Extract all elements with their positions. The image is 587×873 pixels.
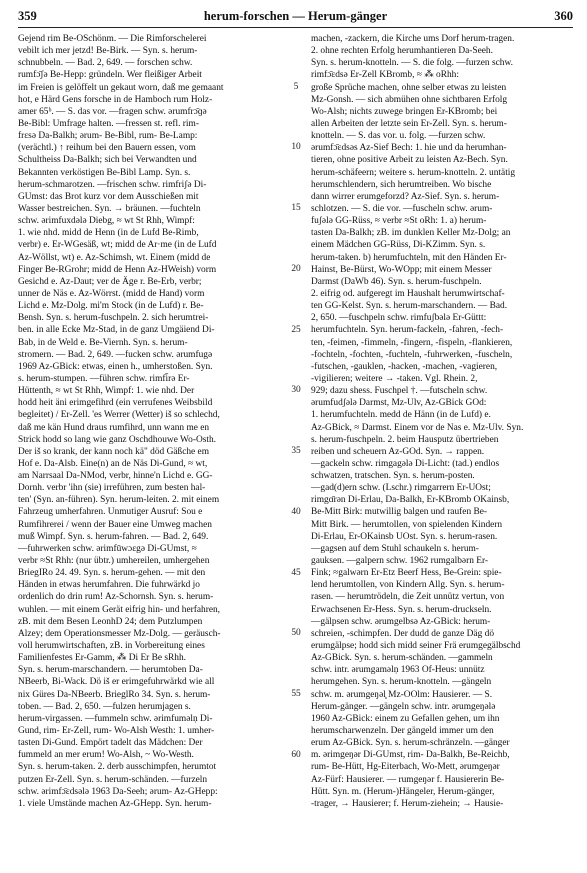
text-line: machen, -zackern, die Kirche ums Dorf herum-tragen. <box>311 34 515 44</box>
text-line: Schultheiss Da-Balkh; sich bei Verwandten und <box>18 155 197 166</box>
text-line: dann wirrer erumgeforzd? Az-Sief. Syn. s. herum- <box>311 191 500 202</box>
text-line: 2. eifrig od. aufgeregt im Haushalt herumwirtschaf- <box>311 288 505 299</box>
text-line: ordenlich do drin rum! Az-Schornsh. Syn. s. herum- <box>18 592 214 603</box>
text-line: stromern. — Bad. 2, 649. —fucken schw. ərumfugə <box>18 349 213 360</box>
text-line: m. ərimgeŋər Di-GUmst, rim- Da-Balkh, Be-Reichb, <box>311 750 510 761</box>
text-line: einem Mädchen GG-Rüss, Di-KZimm. Syn. s. <box>311 240 486 251</box>
text-line: Bab, in de Weld e. Be-Viernh. Syn. s. herum- <box>18 337 188 348</box>
text-line: tasten Di-Gund. Empört tadelt das Mädchen: Der <box>18 738 203 749</box>
line-number: 20 <box>291 263 301 274</box>
text-line: —gälpsen schw. ərumgelbsə Az-GBick: herum- <box>311 616 491 627</box>
text-line: Erwachsenen Er-Hess. Syn. s. herum-druckseln. <box>311 604 492 615</box>
text-line: erumgälpse; hodd sich midd seiner Frä erumgegälbschd <box>311 641 521 652</box>
text-line: -vigilieren; weitere → -taken. Vgl. Rhein. 2, <box>311 373 478 384</box>
text-line: 1. herumfuchteln. medd de Hänn (in de Lufd) e. <box>311 410 491 421</box>
text-line: erum Az-GBick. Syn. s. herum-schränzeln. —gänger <box>311 738 510 749</box>
text-line: Rumfihrerei / wenn der Bauer eine Umweg machen <box>18 519 212 530</box>
text-line: herum-schäfeern; weitere s. herum-knotteln. 2. untätig <box>311 167 516 178</box>
text-line: Strick hodd so lang wie ganz Oschdhouwe Wo-Osth. <box>18 434 216 445</box>
text-line: herumgehen. Syn. s. herum-knotteln. —gängeln <box>311 677 492 688</box>
text-line: allen Arbeiten der letzte sein Er-Zell. Syn. s. herum- <box>311 118 507 129</box>
text-line: Az-GBick, ≈ Darmst. Einem vor de Nas e. Mz-Ulv. Syn. <box>311 422 524 433</box>
text-line: 1960 Az-GBick: einem zu Gefallen gehen, um ihn <box>311 713 500 724</box>
text-line: Hüttenth, ≈ wt St Rhh, Wimpf: 1. wie nhd. Der <box>18 386 195 397</box>
text-line: tieren, ohne positive Arbeit zu leisten Az-Bech. Syn. <box>311 155 508 166</box>
text-line: am Narrsaal Da-NMod, verbr, hinne'n Lichd e. GG- <box>18 471 213 482</box>
text-line: ərumfudʃələ Darmst, Mz-Ulv, Az-GBick GOd: <box>311 398 487 409</box>
line-number: 50 <box>291 628 301 639</box>
text-line: ərumfɔ̄ɛdsəs Az-Sief Bech: 1. hie und da herumhan- <box>311 143 507 154</box>
line-number: 55 <box>291 689 301 700</box>
text-line: frεsə Da-Balkh; ərum- Be-Bibl, rum- Be-Lamp: <box>18 131 198 142</box>
text-line: rimfɔ̄ɛdsə Er-Zell KBromb, ≈ ⁂ oRhh: <box>311 70 459 81</box>
text-line: -fochteln, -fochten, -fuchteln, -fuhrwerken, -fuscheln, <box>311 349 513 360</box>
text-line: ten GG-Kelst. Syn. s. herum-marschandern. — Bad. <box>311 301 508 312</box>
text-line: hodd heit äni erimgefihrd (ein verrufenes Weibsbild <box>18 398 213 409</box>
text-line: Darmst (DaWb 46). Syn. s. herum-fuschpeln. <box>311 276 482 287</box>
text-line: ten' (Syn. an-führen). Syn. herum-leiten. 2. mit einem <box>18 495 220 506</box>
text-line: herum-taken. b) herumfuchteln, mit den Händen Er- <box>311 252 507 263</box>
text-line: Fink; ≈galwərn Er-Etz Beerf Hess, Be-Grein: spie- <box>311 568 502 579</box>
text-line: Hof e. Da-Alsb. Eine(n) an de Näs Di-Gund, ≈ wt, <box>18 458 208 469</box>
text-line: im Freien is gelöffelt un gekaut worn, daß me gemaant <box>18 82 224 93</box>
text-line: Az-Wöllst, wt) e. Az-Schimsh, wt. Einem (midd de <box>18 252 211 263</box>
text-line: ben. in alle Ecke Mz-Stad, in de ganz Umgäiend Di- <box>18 325 215 336</box>
right-column <box>311 33 573 810</box>
text-line: Gejend rim Be-OSchönm. — Die Rimforschelerei <box>18 34 207 44</box>
text-line: amer 65ᵇ. — S. das vor. —fragen schw. ərumfrɔ̄ɡə <box>18 106 207 117</box>
text-line: knotteln. — S. das vor. u. folg. —furzen schw. <box>311 131 486 142</box>
text-line: hot, e Härd Gens forsche in de Hamboch rum Holz- <box>18 94 213 105</box>
page-number-left: 359 <box>18 9 37 23</box>
text-line: schw. ərimfɔ̄ɛdsələ 1963 Da-Seeh; ərum- Az-GHepp: <box>18 786 218 797</box>
text-line: herumschlendern, sich herumtreiben. Wo bische <box>311 179 492 190</box>
text-line: verbr) e. Er-WGesäß, wt; midd de Ar·me (in de Lufd <box>18 240 217 251</box>
text-line: putzen Er-Zell. Syn. s. herum-schänden. —furzeln <box>18 774 208 785</box>
text-line: lend herumtollen, von Kindern Allg. Syn. s. herum- <box>311 580 505 591</box>
text-line: s. herum-fuschpeln. 2. beim Hausputz übertrieben <box>311 434 499 445</box>
text-line: rum- Be-Hütt, Hg-Eiterbach, Wo-Mett, ərumgeŋər <box>311 762 500 773</box>
running-title: herum-forschen — Herum-gänger <box>203 9 388 23</box>
text-line: Hütt. Syn. m. (Herum-)Hängeler, Herum-gänger, <box>311 786 495 797</box>
text-line: Gund, rim- Er-Zell, rum- Wo-Alsh Westh: 1. umher- <box>18 726 215 737</box>
line-number: 10 <box>291 142 301 153</box>
text-line: tasten Da-Balkh; zB. im dunklen Keller Mz-Dolg; an <box>311 228 511 239</box>
text-line: 2. ohne rechten Erfolg herumhantieren Da-Seeh. <box>311 46 493 57</box>
line-number: 60 <box>291 749 301 760</box>
text-line: rasen. — herumtrödeln, die Zeit unnütz vertun, von <box>311 592 505 603</box>
left-column <box>18 33 276 810</box>
text-line: BriegIRo 24. 49. Syn. s. herum-gehen. — mit den <box>18 568 206 579</box>
text-line: 1. viele Umstände machen Az-GHepp. Syn. herum- <box>18 798 212 809</box>
text-line: schwatzen, tratschen. Syn. s. herum-posten. <box>311 471 475 482</box>
text-line: 2, 650. —fuschpeln schw. rimfuʃbələ Er-Güttt: <box>311 313 487 324</box>
text-line: rumfɔ̄ʃə Be-Hepp: gründeln. Wer fleißiger Arbeit <box>18 70 202 81</box>
header-rule <box>18 27 573 28</box>
text-line: Be-Mitt Birk: mutwillig balgen und raufen Be- <box>311 507 488 518</box>
text-line: Syn. s. herum-knotteln. — S. die folg. —furzen schw. <box>311 58 513 69</box>
text-line: fummeld an mer erum! Wo-Alsh, ~ Wo-Westh. <box>18 750 194 761</box>
text-line: Dornh. verbr 'ihn (sie) irreführen, zum besten hal- <box>18 483 206 494</box>
text-line: —gackeln schw. rimgagələ Di-Licht: (tad.) endlos <box>311 458 500 469</box>
line-number: 45 <box>291 567 301 578</box>
text-line: wuhlen. — mit einem Gerät eifrig hin- und herfahren, <box>18 604 221 615</box>
line-number: 15 <box>291 203 301 214</box>
text-line: toben. — Bad. 2, 650. —fulzen herumjagen s. <box>18 701 191 712</box>
text-line: begleitet) / Er-Zell. 'es Werrer (Wetter) iš so schlechd, <box>18 410 220 421</box>
text-line: zB. mit dem Besen LeonhD 24; dem Putzlumpen <box>18 616 203 627</box>
text-line: herum-virgassen. —fummeln schw. ərimfuməlṇ Di- <box>18 713 213 724</box>
text-line: herum-schmarotzen. —frischen schw. rimfriʃə Di- <box>18 179 207 190</box>
text-line: schw. m. ərumgeŋəl̥ Mz-OOlm: Hausierer. — S. <box>311 689 493 700</box>
text-line: 929; dazu shess. Fuschpel †. —futscheln schw. <box>311 386 488 397</box>
text-line: schw. intr. ərumgaməlṇ 1963 Of-Heus: unnütz <box>311 665 485 676</box>
text-line: Der iš so krank, der kann noch kä" död Gäßche em <box>18 446 210 457</box>
text-line: verbr ≈St Rhh: (nur übtr.) umhereilen, umhergehen <box>18 556 210 567</box>
text-line: Mitt Birk. — herumtollen, von spielenden Kindern <box>311 519 503 530</box>
text-line: unner de Näs e. Az-Wörrst. (midd de Hand) vorm <box>18 288 205 299</box>
text-line: schw. ərimfuxdələ Diebg, ≈ wt St Rhh, Wimpf: <box>18 216 195 227</box>
text-line: Herum-gänger. —gängeln schw. intr. ərumgeŋələ <box>311 701 496 712</box>
text-line: Lichd e. Mz-Dolg. mi'm Stock (in de Lufd) r. Be- <box>18 301 204 312</box>
text-line: Mz-Gonsh. — sich abmühen ohne sichtbaren Erfolg <box>311 94 508 105</box>
text-line: fuʃələ GG-Rüss, ≈ verbr ≈St oRh: 1. a) herum- <box>311 216 487 227</box>
text-line: nix Güres Da-NBeerb. BrieglRo 34. Syn. s. herum- <box>18 689 211 700</box>
text-line: Familienfestes Er-Gamm, ⁂ Di Er Be sRhh. <box>18 653 187 664</box>
page-header <box>18 9 573 25</box>
text-line: NBeerb, Bi-Wack. Dö iš er erimgefuhrwärkd wie all <box>18 677 215 688</box>
text-line: herumscharwenzeln. Der gängeld immer um den <box>311 726 494 737</box>
text-line: Az-GBick. Syn. s. herum-schänden. —gammeln <box>311 653 493 664</box>
text-line: daß me kän Hund draus rumfihrd, unn wann me en <box>18 422 210 433</box>
text-line: —gad(d)ern schw. (Lschr.) rimgarrern Er-UOst; <box>311 483 491 494</box>
text-line: Gesichd e. Az-Daut; ver de Äge r. Be-Erb, verbr; <box>18 276 202 287</box>
text-line: 1969 Az-GBick: etwas, einen h., umherstoßen. Syn. <box>18 361 213 372</box>
text-line: voll herumwirtschaften, zB. in Vorbereitung eines <box>18 641 205 652</box>
text-line: Syn. s. herum-marschandern. — herumtoben Da- <box>18 665 203 676</box>
text-line: Az-Fürf: Hausierer. — rumgeŋər f. Hausiererin Be- <box>311 774 505 785</box>
text-line: gauksen. —galpern schw. 1962 rumgalbərn Er- <box>311 556 489 567</box>
line-number: 35 <box>291 446 301 457</box>
text-line: reiben und scheuern Az-GOd. Syn. → rappen. <box>311 446 485 457</box>
text-line: —fuhrwerken schw. ərimfūwɔɛgə Di-GUmst, ≈ <box>18 543 197 554</box>
text-line: rimgɑ̄rən Di-Erlau, Da-Balkh, Er-KBromb OKainsb, <box>311 495 510 506</box>
line-number: 40 <box>291 506 301 517</box>
line-number: 30 <box>291 385 301 396</box>
text-line: Syn. s. herum-taken. 2. derb ausschimpfen, herumtot <box>18 762 217 773</box>
text-line: herumfuchteln. Syn. herum-fackeln, -fahren, -fech- <box>311 325 504 336</box>
text-line: Di-Erlau, Er-OKainsb UOst. Syn. s. herum-rasen. <box>311 531 498 542</box>
text-line: 1. wie nhd. midd de Henn (in de Lufd Be-Rimb, <box>18 228 199 239</box>
text-line: Finger Be-RGrohr; midd de Henn Az-HWeish) vorm <box>18 264 217 275</box>
text-line: Händen in etwas herumfahren. Die fuhrwärkd jo <box>18 580 200 591</box>
text-line: Bekannten verköstigen Be-Bibl Lamp. Syn. s. <box>18 167 191 178</box>
text-line: Alzey; dem Operationsmesser Mz-Dolg. — geräusch- <box>18 628 221 639</box>
text-line: schreien, -schimpfen. Der dudd de ganze Däg dö <box>311 628 495 639</box>
text-line: (verächtl.) ↑ reihum bei den Bauern essen, vom <box>18 143 196 154</box>
page-number-right: 360 <box>554 9 573 23</box>
text-line: muß Wimpf. Syn. s. herum-fahren. — Bad. 2, 649. <box>18 531 209 542</box>
text-line: ten, -feimen, -fimmeln, -fingern, -fispeln, -flankieren, <box>311 337 513 348</box>
text-line: Fahrzeug umherfahren. Unmutiger Ausruf: Sou e <box>18 507 203 518</box>
text-line: s. herum-stumpen. —führen schw. rimfi̇̄rə Er- <box>18 373 190 384</box>
text-line: GUmst: das Brot kurz vor dem Ausschießen mit <box>18 191 199 202</box>
text-line: Be-Bibl: Umfrage halten. —fressen st. refl. rim- <box>18 118 199 129</box>
text-line: große Sprüche machen, ohne selber etwas zu leisten <box>311 82 507 93</box>
text-line: schnubbeln. — Bad. 2, 649. — forschen schw. <box>18 58 193 69</box>
text-line: vebilt ich mer jetzd! Be-Birk. — Syn. s. herum- <box>18 46 198 57</box>
text-line: Wasser bestreichen. Syn. → bräunen. —fuchteln <box>18 203 201 214</box>
line-number: 25 <box>291 324 301 335</box>
text-line: schlotzen. — S. die vor. —fuscheln schw. ərum- <box>311 203 493 214</box>
line-number: 5 <box>293 81 299 92</box>
text-line: -futschen, -gauklen, -hacken, -machen, -vagieren, <box>311 361 498 372</box>
text-line: Bensh. Syn. s. herum-fuschpeln. 2. sich herumtrei- <box>18 313 209 324</box>
text-line: Wo-Alsh; nichts zuwege bringen Er-KBromb; bei <box>311 106 498 117</box>
text-line: Hainst, Be-Bürst, Wo-WOpp; mit einem Messer <box>311 264 492 275</box>
text-line: -trager, → Hausierer; f. Herum-ziehein; → Hausie- <box>311 798 504 809</box>
text-line: —gagsen auf dem Stuhl schaukeln s. herum- <box>311 543 479 554</box>
